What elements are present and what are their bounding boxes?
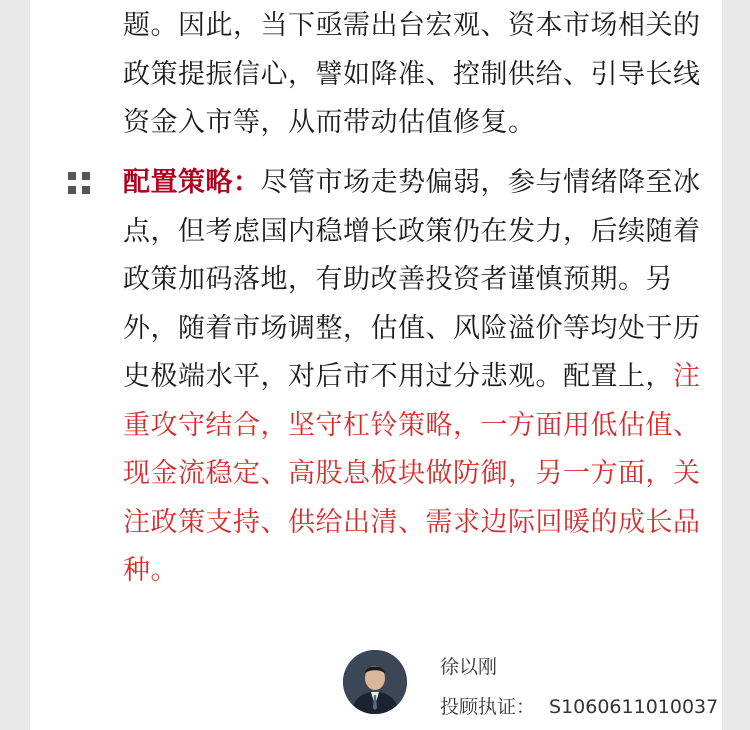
highlight-text: 注重攻守结合，坚守杠铃策略，一方面用低估值、现金流稳定、高股息板块做防御，另一方面，关注政策支持、供给出清、需求边际回暖的成长品种。 [123, 361, 701, 586]
section-heading: 配置策略： [123, 167, 261, 198]
author-signature [340, 650, 720, 720]
paragraph-allocation-strategy [123, 159, 713, 596]
certificate-label: 投顾执证： [440, 696, 536, 718]
paragraph-text: 题。因此，当下亟需出台宏观、资本市场相关的政策提振信心，譬如降准、控制供给、引导长线资金入市等，从而带动估值修复。 [123, 10, 701, 138]
avatar [343, 650, 407, 714]
author-name: 徐以刚 [440, 656, 498, 678]
bullet-grid-icon [68, 172, 92, 194]
document-page [30, 0, 722, 730]
paragraph-body: 尽管市场走势偏弱，参与情绪降至冰点，但考虑国内稳增长政策仍在发力，后续随着政策加码落地，有助改善投资者谨慎预期。另外，随着市场调整，估值、风险溢价等均处于历史极端水平，对后市不用过分悲观。配置上， [123, 167, 701, 392]
certificate-number: S1060611010037 [549, 696, 719, 718]
paragraph-policy [123, 2, 713, 148]
person-photo-icon [343, 650, 407, 714]
certificate-line [440, 692, 718, 719]
